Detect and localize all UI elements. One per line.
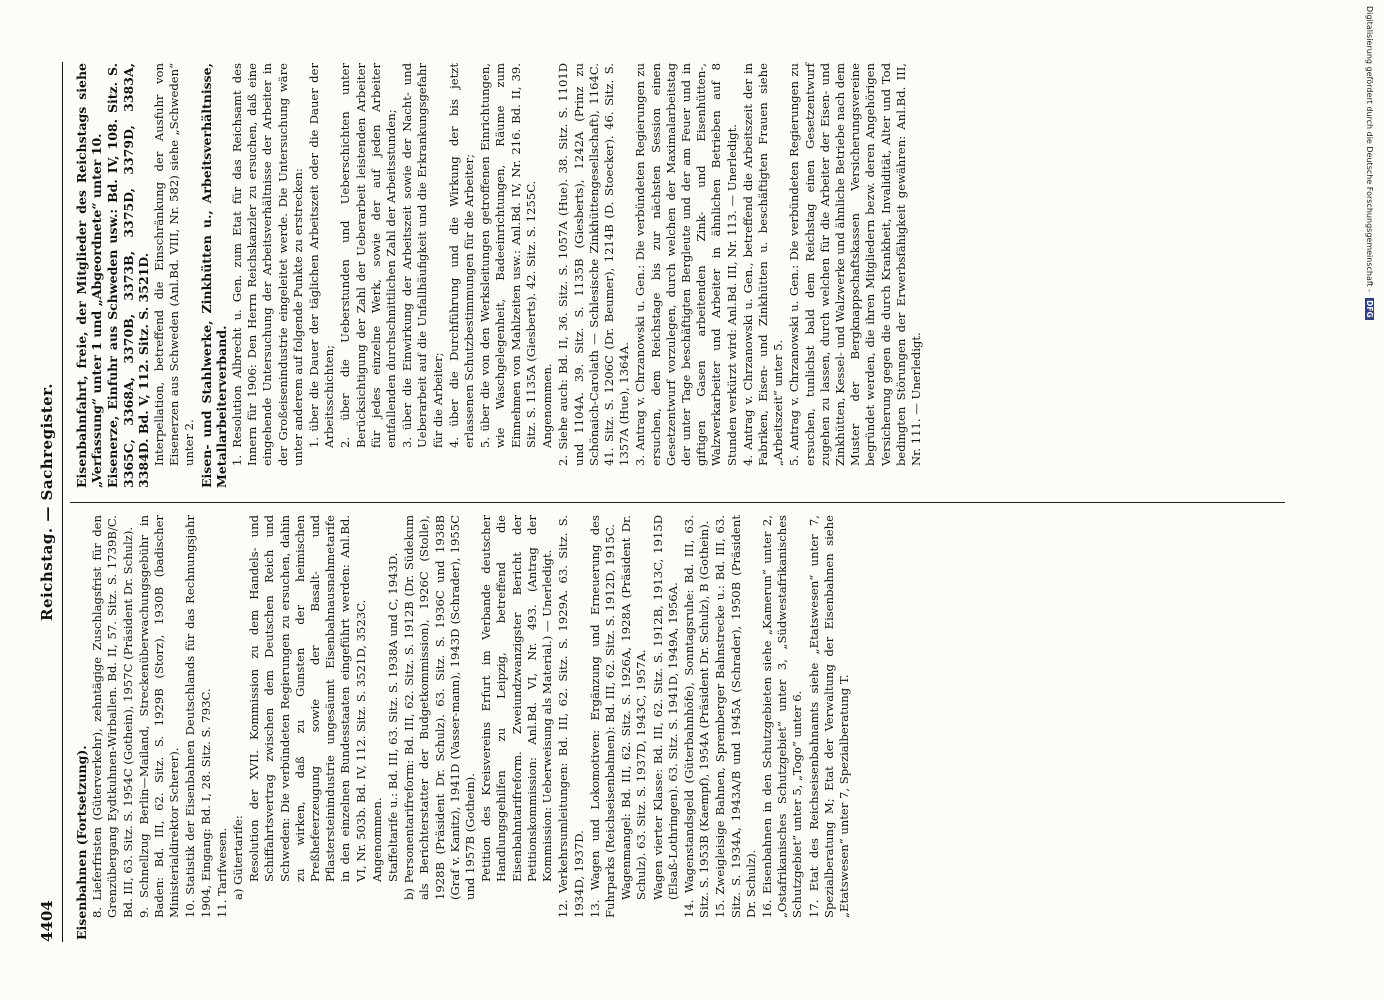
register-entry: 12. Verkehrsumleitungen: Bd. III, 62. Sitz. S. 1929A. 63. Sitz. S. 1934D, 1937D. [556, 515, 586, 918]
right-column [74, 63, 925, 488]
register-entry: Eisenerze, Einfuhr aus Schweden usw.: Bd. IV, 108. Sitz. S. 3365C, 3368A, 3370B, 3373B, 3375D, 3379D, 3383A, 3384D. Bd. V, 112. Sitz. S. 3521D. [105, 63, 151, 488]
register-entry: a) Gütertarife: [231, 815, 246, 900]
register-entry: 5. Antrag v. Chrzanowski u. Gen.: Die verbündeten Regierungen zu ersuchen, tunlichst bald dem Reichstag einen Gesetzentwurf zugehen zu lassen, durch welchen für die Arbeiter der Eisen- und Zinkhütten, Kessel- und Walzwerke und ähnliche Betriebe nach dem Muster der Bergknappschaftskassen Versicherungsvereine begründet werden, die ihren Mitgliedern bezw. deren Angehörigen Versicherung gegen die durch Krankheit, Invalidität, Alter und Tod bedingten Störungen der Erwerbsfähigkeit gewähren: Anl.Bd. III, Nr. 111. — Unerledigt. [787, 63, 923, 466]
register-entry: Eisen- und Stahlwerke, Zinkhütten u., Arbeitsverhältnisse, Metallarbeiterverband. [198, 63, 229, 488]
register-entry: 3. über die Einwirkung der Arbeitszeit sowie der Nacht- und Ueberarbeit auf die Unfallhäufigkeit und die Erkrankungsgefahr für die Arbeiter; [400, 63, 445, 448]
digitization-note-text: Digitalisierung gefördert durch die Deutsche Forschungsgemeinschaft - [1365, 6, 1374, 293]
register-entry: Eisenbahnen (Fortsetzung). [74, 745, 89, 940]
register-entry: Wagenmangel: Bd. III, 62. Sitz. S. 1926A, 1928A (Präsident Dr. Schulz). 63. Sitz. S. 1937D, 1943C, 1957A. [619, 515, 649, 900]
register-entry: 13. Wagen und Lokomotiven: Ergänzung und Erneuerung des Fuhrparks (Reichseisenbahnen): Bd. III, 62. Sitz. S. 1912D, 1915C. [587, 515, 617, 918]
register-entry: 4. Antrag v. Chrzanowski u. Gen., betreffend die Arbeitszeit der in Fabriken, Eisen- und Zinkhütten u. beschäftigten Frauen siehe „Arbeitszeit“ unter 5. [740, 63, 786, 466]
register-entry: 9. Schnellzug Berlin—Mailand, Streckenüberwachungsgebühr in Baden: Bd. III, 62. Sitz. S. 1929B (Storz), 1930B (badischer Ministerialdirektor Scherer). [136, 515, 182, 918]
column-divider [70, 502, 1285, 503]
left-column [74, 515, 853, 940]
register-entry: 1. Resolution Albrecht u. Gen. zum Etat für das Reichsamt des Innern für 1906: Den Herrn Reichskanzler zu ersuchen, daß eine eingehende Untersuchung der Arbeitsverhältnisse der Arbeiter in der Großeisenindustrie eingeleitet werde. Die Untersuchung wäre unter anderem auf folgende Punkte zu erstrecken: [230, 63, 305, 466]
register-entry: 2. über die Ueberstunden und Ueberschichten unter Berücksichtigung der Zahl der Ueberarbeit leistenden Arbeiter für jedes einzelne Werk, sowie der auf jeden Arbeiter entfallenden durchschnittlichen Zahl der Arbeitsstunden; [338, 63, 399, 448]
running-title: Reichstag. — Sachregister. [38, 383, 56, 621]
digitization-note [1365, 6, 1374, 320]
register-entry: 8. Lieferfristen (Güterverkehr), zehntägige Zuschlagsfrist für den Grenzübergang Eydtkuhnen-Wirballen. Bd. II, 57. Sitz. S. 1739B/C. Bd. III, 63. Sitz. S. 1954C (Gothein), 1957C (Präsident Dr. Schulz). [90, 515, 135, 918]
register-entry: 15. Zweigleisige Bahnen, Spremberger Bahnstrecke u.: Bd. III, 63. Sitz. S. 1934A, 1943A/B und 1945A (Schrader), 1950B (Präsident Dr. Schulz). [713, 515, 758, 918]
register-entry: Angenommen. [540, 363, 555, 448]
register-entry: 11. Tarifwesen. [214, 827, 229, 918]
register-entry: 14. Wagenstandsgeld (Güterbahnhöfe), Sonntagsruhe: Bd. III, 63. Sitz. S. 1953B (Kaempf), 1954A (Präsident Dr. Schulz), B (Gothein). [681, 515, 712, 918]
register-entry: Angenommen. [369, 797, 384, 882]
dfg-logo: DFG [1365, 300, 1374, 318]
register-entry: Resolution der XVII. Kommission zu dem Handels- und Schiffahrtsvertrag zwischen dem Deutschen Reich und Schweden: Die verbündeten Regierungen zu ersuchen, dahin zu wirken, daß zu Gunsten der heimischen Preßhefeerzeugung sowie der Basalt- und Pflastersteinindustrie ungesäumt Eisenbahnausnahmetarife in den einzelnen Bundesstaaten eingeführt werden: Anl.Bd. VI, Nr. 503b. Bd. IV, 112. Sitz. S. 3521D, 3523C. [247, 515, 368, 882]
register-entry: 10. Statistik der Eisenbahnen Deutschlands für das Rechnungsjahr 1904, Eingang: Bd. I, 28. Sitz. S. 793C. [183, 515, 213, 918]
register-entry: 16. Eisenbahnen in den Schutzgebieten siehe „Kamerun“ unter 2, „Ostafrikanisches Schutzgebiet“ unter 3, „Südwestafrikanisches Schutzgebiet“ unter 5, „Togo“ unter 6. [759, 515, 805, 918]
page-number: 4404 [38, 900, 56, 942]
register-entry: 3. Antrag v. Chrzanowski u. Gen.: Die verbündeten Regierungen zu ersuchen, dem Reichstage bis zur nächsten Session einen Gesetzentwurf vorzulegen, durch welchen der Maximalarbeitstag der unter Tage beschäftigten Bergleute und der am Feuer und in giftigen Gasen arbeitenden Zink- und Eisenhütten-, Walzwerkarbeiter und Arbeiter in ähnlichen Betrieben auf 8 Stunden verkürzt wird: Anl.Bd. III, Nr. 113. — Unerledigt. [633, 63, 739, 466]
register-entry: Interpellation, betreffend die Einschränkung der Ausfuhr von Eisenerzen aus Schweden (Anl.Bd. VIII, Nr. 582) siehe „Schweden“ unter 2. [152, 63, 197, 466]
register-entry: 17. Etat des Reichseisenbahnamts siehe „Etatswesen“ unter 7, Spezialberatung M; Etat der Verwaltung der Eisenbahnen siehe „Etatswesen“ unter 7, Spezialberatung T. [806, 515, 851, 918]
register-entry: 2. Siehe auch: Bd. II, 36. Sitz. S. 1057A (Hue). 38. Sitz. S. 1101D und 1104A. 39. Sitz. S. 1135B (Giesberts), 1242A (Prinz zu Schönaich-Carolath — Schlesische Zinkhüttengesellschaft), 1164C. 41. Sitz. S. 1206C (Dr. Beumer), 1214B (D. Stoecker). 46. Sitz. S. 1357A (Hue), 1364A. [556, 63, 632, 466]
register-entry: b) Personentarifreform: Bd. III, 62. Sitz. S. 1912B (Dr. Südekum als Berichterstatter der Budgetkommission), 1926C (Stolle), 1928B (Präsident Dr. Schulz). 63. Sitz. S. 1936C und 1938B (Graf v. Kanitz), 1941D (Vasser-mann), 1943D (Schrader), 1955C und 1957B (Gothein). [402, 515, 478, 900]
register-entry: 4. über die Durchführung und die Wirkung der bis jetzt erlassenen Schutzbestimmungen für die Arbeiter; [446, 63, 477, 448]
register-entry: Wagen vierter Klasse: Bd. III, 62. Sitz. S. 1912B, 1913C, 1915D (Elsaß-Lothringen). 63. Sitz. S. 1941D, 1949A, 1956A. [650, 515, 680, 900]
register-entry: 5. über die von den Werksleitungen getroffenen Einrichtungen, wie Waschgelegenheit, Badeeinrichtungen, Räume zum Einnehmen von Mahlzeiten usw.: Anl.Bd. IV, Nr. 216. Bd. II, 39. Sitz. S. 1135A (Giesberts). 42. Sitz. S. 1255C. [478, 63, 538, 448]
register-entry: Petition des Kreisvereins Erfurt im Verbande deutscher Handlungsgehilfen zu Leipzig, betreffend die Eisenbahntarifreform. Zweiundzwanzigster Bericht der Petitionskommission: Anl.Bd. VI, Nr. 493. (Antrag der Kommission: Ueberweisung als Material.) — Unerledigt. [479, 515, 555, 882]
page-header [38, 62, 63, 942]
register-entry: Eisenbahnfahrt, freie, der Mitglieder des Reichstags siehe „Verfassung“ unter 1 und „Abgeordnete“ unter 10. [74, 63, 105, 488]
register-entry: Staffeltarife u.: Bd. III, 63. Sitz. S. 1938A und C, 1943D. [386, 552, 401, 882]
register-entry: 1. über die Dauer der täglichen Arbeitszeit oder die Dauer der Arbeitsschichten; [307, 63, 337, 448]
